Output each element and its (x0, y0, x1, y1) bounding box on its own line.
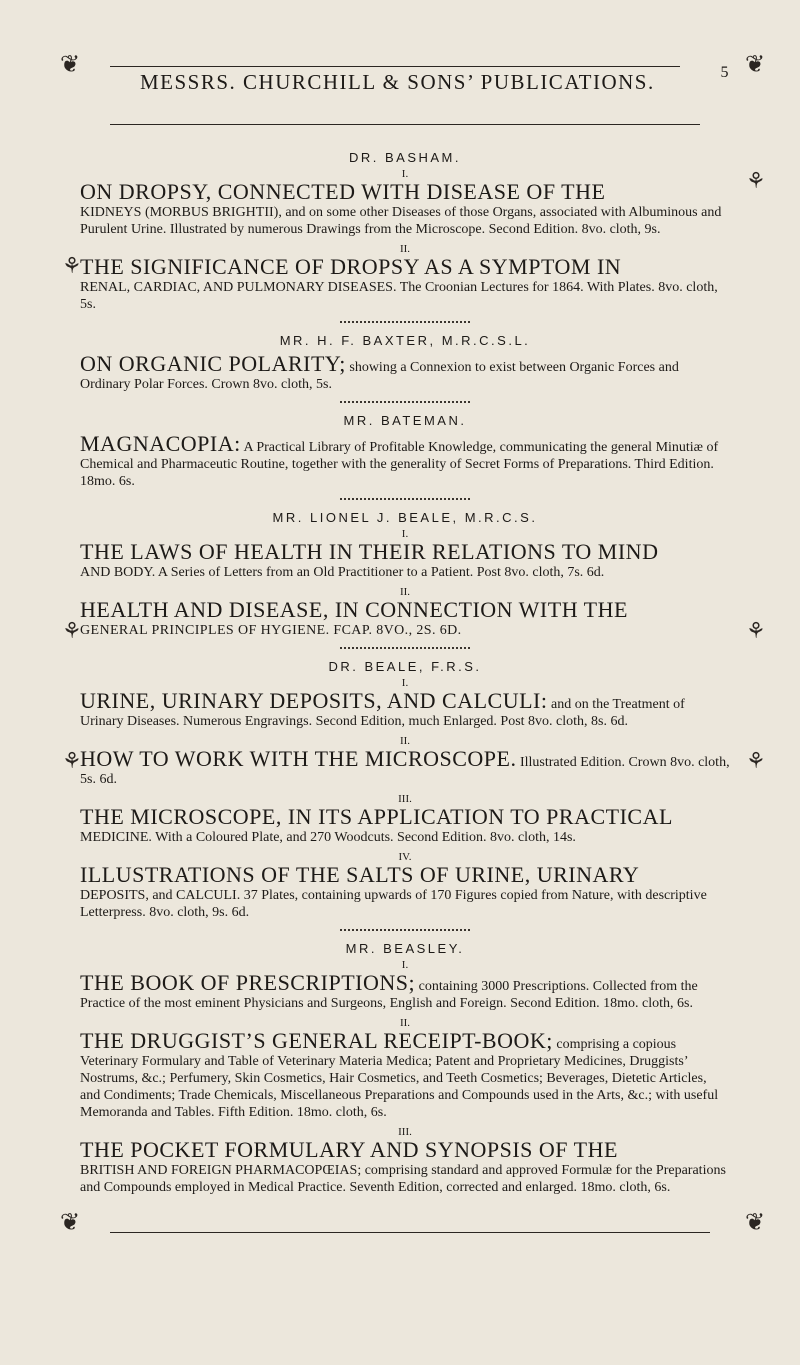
catalogue-content (80, 140, 730, 1202)
book-title: THE MICROSCOPE, IN ITS APPLICATION TO PRACTICAL (80, 804, 673, 829)
book-entry (80, 540, 730, 581)
book-description: GENERAL PRINCIPLES OF HYGIENE. FCAP. 8VO., 2S. 6D. (80, 623, 462, 638)
book-description: AND BODY. A Series of Letters from an Old Practitioner to a Patient. Post 8vo. cloth, 7s. 6d. (80, 565, 605, 580)
section-divider (340, 647, 470, 649)
book-description: RENAL, CARDIAC, AND PULMONARY DISEASES. The Croonian Lectures for 1864. With Plates. 8vo. cloth, 5s. (80, 280, 718, 312)
side-ornament-right-1: ⚘ (746, 168, 766, 193)
book-description: MEDICINE. With a Coloured Plate, and 270 Woodcuts. Second Edition. 8vo. cloth, 14s. (80, 830, 576, 845)
section-divider (340, 401, 470, 403)
author-heading: MR. LIONEL J. BEALE, M.R.C.S. (272, 510, 538, 525)
book-title: THE SIGNIFICANCE OF DROPSY AS A SYMPTOM IN (80, 254, 622, 279)
side-ornament-left-1: ⚘ (62, 253, 82, 278)
side-ornament-left-2: ⚘ (62, 618, 82, 643)
running-head (140, 64, 730, 95)
section-divider (340, 321, 470, 323)
corner-ornament-bottom-right: ❦ (745, 1210, 766, 1236)
header-underline-rule (110, 124, 700, 125)
running-head-title: MESSRS. CHURCHILL & SONS’ PUBLICATIONS. (140, 70, 655, 94)
side-ornament-left-3: ⚘ (62, 748, 82, 773)
book-title: HOW TO WORK WITH THE MICROSCOPE. (80, 746, 517, 771)
book-description: containing 3000 Prescriptions. Collected from the Practice of the most eminent Physicians and Surgeons, English and Foreign. Second Edition. 18mo. cloth, 6s. (80, 979, 698, 1011)
book-entry (80, 1029, 730, 1121)
author-heading: DR. BEALE, F.R.S. (328, 659, 482, 674)
book-title: ILLUSTRATIONS OF THE SALTS OF URINE, URINARY (80, 862, 640, 887)
book-entry (80, 255, 730, 313)
entry-numeral: II. (399, 586, 411, 598)
entry-numeral: II. (399, 735, 411, 747)
book-entry (80, 1138, 730, 1196)
book-description: showing a Connexion to exist between Organic Forces and Ordinary Polar Forces. Crown 8vo. cloth, 5s. (80, 360, 679, 392)
page-number: 5 (720, 64, 730, 81)
book-title: MAGNACOPIA: (80, 431, 241, 456)
book-title: THE DRUGGIST’S GENERAL RECEIPT-BOOK; (80, 1028, 553, 1053)
corner-ornament-top-left: ❦ (60, 52, 81, 78)
corner-ornament-bottom-left: ❦ (60, 1210, 81, 1236)
bottom-rule (110, 1232, 710, 1233)
book-title: THE LAWS OF HEALTH IN THEIR RELATIONS TO MIND (80, 539, 659, 564)
section-divider (340, 498, 470, 500)
corner-ornament-top-right: ❦ (745, 52, 766, 78)
book-entry (80, 598, 730, 639)
book-entry (80, 863, 730, 921)
book-description: DEPOSITS, and CALCULI. 37 Plates, containing upwards of 170 Figures copied from Nature, with descriptive Letterpress. 8vo. cloth, 9s. 6d. (80, 888, 707, 920)
book-title: THE BOOK OF PRESCRIPTIONS; (80, 970, 416, 995)
entry-numeral: IV. (398, 851, 412, 863)
author-heading: DR. BASHAM. (348, 150, 461, 165)
book-title: ON DROPSY, CONNECTED WITH DISEASE OF THE (80, 179, 606, 204)
top-rule (110, 66, 680, 67)
entry-numeral: I. (401, 677, 409, 689)
book-description: KIDNEYS (MORBUS BRIGHTII), and on some other Diseases of those Organs, associated with Albuminous and Purulent Urine. Illustrated by numerous Drawings from the Microscope. Second Edition. 8vo. cloth, 9s. (80, 205, 722, 237)
book-title: ON ORGANIC POLARITY; (80, 351, 346, 376)
author-heading: MR. H. F. BAXTER, M.R.C.S.L. (279, 333, 531, 348)
book-description: comprising a copious Veterinary Formulary and Table of Veterinary Materia Medica; Patent and Proprietary Medicines, Druggists’ Nostrums, &c.; Perfumery, Skin Cosmetics, Hair Cosmetics, and Teeth Cosmetics; Beverages, Dietetic Articles, and Condiments; Trade Chemicals, Miscellaneous Preparations and Compounds used in the Arts, &c.; with useful Memoranda and Tables. Fifth Edition. 18mo. cloth, 6s. (80, 1037, 719, 1120)
book-entry (80, 805, 730, 846)
book-description: Illustrated Edition. Crown 8vo. cloth, 5s. 6d. (80, 755, 730, 787)
book-description: BRITISH AND FOREIGN PHARMACOPŒIAS; comprising standard and approved Formulæ for the Preparations and Compounds employed in Medical Practice. Seventh Edition, corrected and enlarged. 18mo. cloth, 6s. (80, 1163, 726, 1195)
book-entry (80, 352, 730, 393)
entry-numeral: I. (401, 959, 409, 971)
entry-numeral: I. (401, 528, 409, 540)
side-ornament-right-3: ⚘ (746, 748, 766, 773)
book-description: and on the Treatment of Urinary Diseases. Numerous Engravings. Second Edition, much Enlarged. Post 8vo. cloth, 8s. 6d. (80, 697, 685, 729)
entry-numeral: II. (399, 243, 411, 255)
side-ornament-right-2: ⚘ (746, 618, 766, 643)
section-divider (340, 929, 470, 931)
book-title: THE POCKET FORMULARY AND SYNOPSIS OF THE (80, 1137, 618, 1162)
author-heading: MR. BATEMAN. (343, 413, 467, 428)
entry-numeral: III. (398, 1126, 412, 1138)
book-title: HEALTH AND DISEASE, IN CONNECTION WITH THE (80, 597, 628, 622)
book-title: URINE, URINARY DEPOSITS, AND CALCULI: (80, 688, 548, 713)
entry-numeral: II. (399, 1017, 411, 1029)
book-entry (80, 180, 730, 238)
author-heading: MR. BEASLEY. (345, 941, 465, 956)
book-entry (80, 432, 730, 490)
book-description: A Practical Library of Profitable Knowledge, communicating the general Minutiæ of Chemical and Pharmaceutic Routine, together with the generality of Secret Forms of Preparations. Third Edition. 18mo. 6s. (80, 440, 719, 489)
entry-numeral: I. (401, 168, 409, 180)
book-entry (80, 747, 730, 788)
book-entry (80, 689, 730, 730)
book-entry (80, 971, 730, 1012)
entry-numeral: III. (398, 793, 412, 805)
